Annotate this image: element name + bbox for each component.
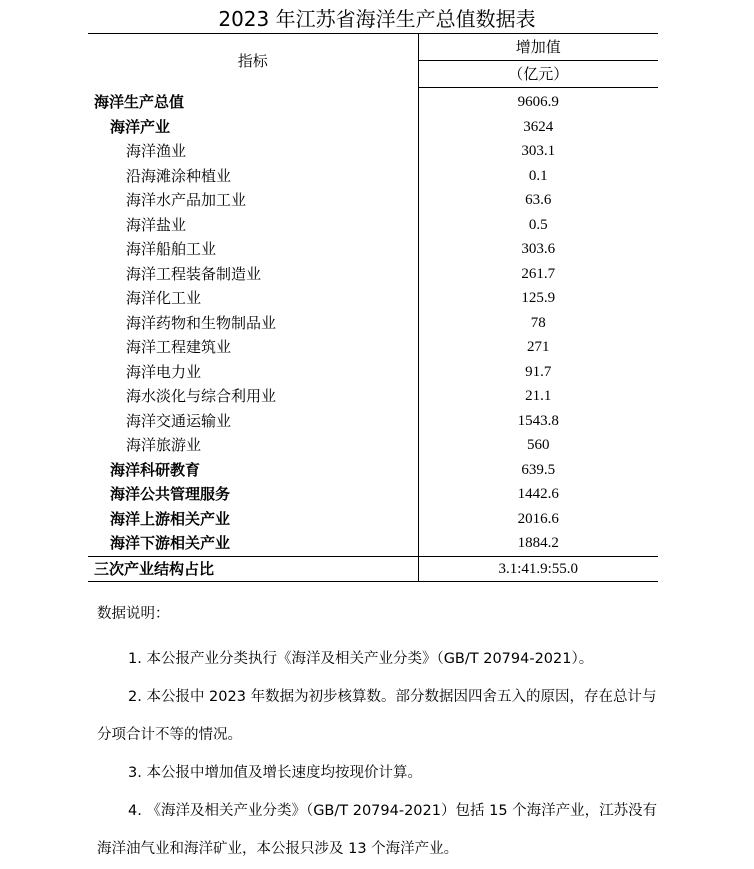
- table-row: [88, 458, 658, 483]
- table-row: [88, 188, 658, 213]
- row-indicator-name: 海水淡化与综合利用业: [88, 384, 418, 409]
- table-header: [88, 34, 658, 88]
- table-row: [88, 384, 658, 409]
- gdp-table-container: [88, 33, 658, 582]
- row-indicator-name: 海洋上游相关产业: [88, 507, 418, 532]
- row-indicator-name: 海洋生产总值: [88, 88, 418, 115]
- table-row: [88, 409, 658, 434]
- row-indicator-name: 海洋药物和生物制品业: [88, 311, 418, 336]
- row-value: 1884.2: [517, 535, 559, 551]
- row-value: 261.7: [521, 265, 556, 282]
- table-row: [88, 360, 658, 385]
- row-value: 639.5: [521, 461, 556, 478]
- row-value: 0.1: [528, 167, 548, 184]
- gdp-table: [88, 33, 658, 582]
- table-body: [88, 88, 658, 582]
- table-row: [88, 237, 658, 262]
- note-item: 2. 本公报中 2023 年数据为初步核算数。部分数据因四舍五入的原因，存在总计与分项合计不等的情况。: [97, 689, 657, 743]
- table-row: [88, 213, 658, 238]
- row-value: 1442.6: [517, 486, 559, 502]
- note-item: 1. 本公报产业分类执行《海洋及相关产业分类》（GB/T 20794-2021）。: [128, 651, 594, 667]
- table-row: [88, 115, 658, 140]
- row-indicator-name: 海洋产业: [88, 115, 418, 140]
- table-row: [88, 164, 658, 189]
- table-row: [88, 262, 658, 287]
- unit-header: （亿元）: [418, 61, 658, 88]
- row-indicator-name: 海洋船舶工业: [88, 237, 418, 262]
- row-value: 560: [527, 437, 550, 453]
- table-row: [88, 531, 658, 556]
- structure-label: 三次产业结构占比: [88, 556, 418, 582]
- indicator-header: 指标: [88, 34, 418, 88]
- row-value: 3624: [523, 118, 554, 135]
- row-value: 2016.6: [517, 510, 559, 527]
- row-value: 91.7: [525, 363, 552, 380]
- row-indicator-name: 海洋交通运输业: [88, 409, 418, 434]
- table-row: [88, 139, 658, 164]
- table-row: [88, 433, 658, 458]
- data-notes: [97, 604, 667, 868]
- row-indicator-name: 海洋电力业: [88, 360, 418, 385]
- table-row: [88, 507, 658, 532]
- value-header: 增加值: [418, 34, 658, 61]
- row-indicator-name: 沿海滩涂种植业: [88, 164, 418, 189]
- row-value: 0.5: [528, 216, 548, 233]
- note-item: 4. 《海洋及相关产业分类》（GB/T 20794-2021）包括 15 个海洋产业，江苏没有海洋油气业和海洋矿业，本公报只涉及 13 个海洋产业。: [97, 803, 658, 857]
- row-indicator-name: 海洋化工业: [88, 286, 418, 311]
- table-row: [88, 311, 658, 336]
- table-row: [88, 286, 658, 311]
- row-value: 303.1: [521, 143, 556, 159]
- row-value: 271: [527, 339, 550, 355]
- table-row: [88, 88, 658, 115]
- note-item: 3. 本公报中增加值及增长速度均按现价计算。: [128, 765, 422, 781]
- row-indicator-name: 海洋渔业: [88, 139, 418, 164]
- row-indicator-name: 海洋盐业: [88, 213, 418, 238]
- structure-row: [88, 556, 658, 582]
- row-value: 78: [530, 314, 546, 331]
- row-value: 125.9: [521, 290, 556, 306]
- row-indicator-name: 海洋下游相关产业: [88, 531, 418, 556]
- row-value: 303.6: [521, 241, 556, 257]
- row-indicator-name: 海洋公共管理服务: [88, 482, 418, 507]
- row-indicator-name: 海洋旅游业: [88, 433, 418, 458]
- page-title: 2023 年江苏省海洋生产总值数据表: [218, 7, 536, 31]
- row-value: 9606.9: [517, 94, 559, 110]
- row-indicator-name: 海洋科研教育: [88, 458, 418, 483]
- row-value: 1543.8: [517, 412, 559, 429]
- row-indicator-name: 海洋工程建筑业: [88, 335, 418, 360]
- notes-heading: 数据说明：: [97, 606, 170, 622]
- row-indicator-name: 海洋工程装备制造业: [88, 262, 418, 287]
- row-indicator-name: 海洋水产品加工业: [88, 188, 418, 213]
- structure-value: 3.1:41.9:55.0: [418, 556, 658, 582]
- table-row: [88, 335, 658, 360]
- row-value: 63.6: [525, 192, 552, 208]
- row-value: 21.1: [525, 388, 552, 404]
- table-row: [88, 482, 658, 507]
